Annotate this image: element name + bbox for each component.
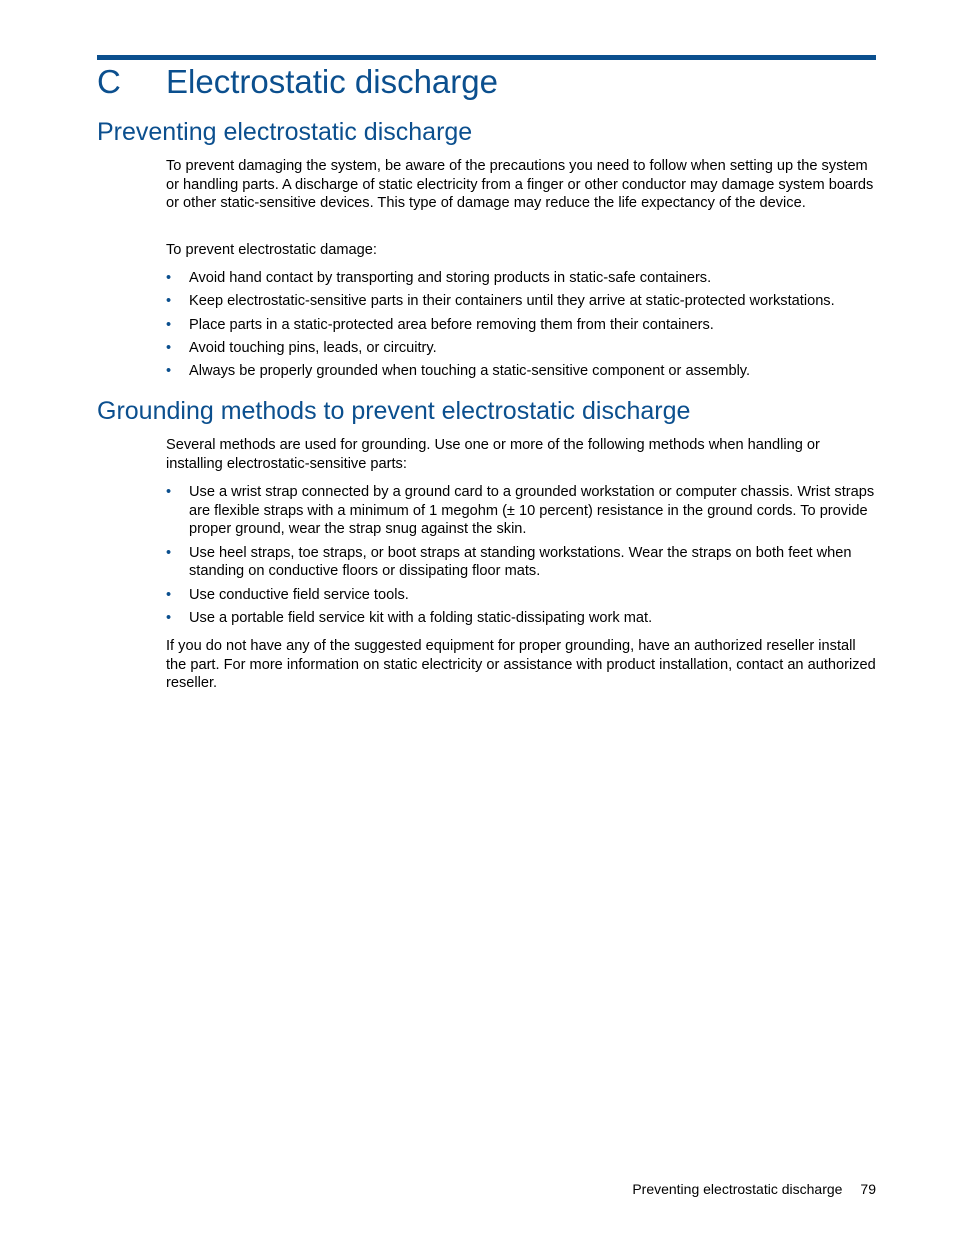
list-item-text: Use a wrist strap connected by a ground card to a grounded workstation or computer chassis. Wrist straps are flexible straps with a minimum of 1 megohm (± 10 percent) resistance in the ground cords. To provide proper ground, wear the strap snug against the skin. (189, 484, 875, 538)
paragraph: If you do not have any of the suggested equipment for proper grounding, have an authorized reseller install the part. For more information on static electricity or assistance with product installation, contact an authorized reseller. (166, 638, 876, 692)
bullet-icon: • (166, 270, 172, 286)
list-item (166, 609, 876, 628)
bullet-icon: • (166, 339, 172, 356)
bullet-icon: • (166, 544, 172, 561)
section2-para2 (166, 637, 876, 693)
bullet-icon: • (166, 484, 172, 500)
bullet-icon: • (166, 586, 172, 603)
bullet-icon: • (166, 363, 172, 380)
list-item-text: Avoid hand contact by transporting and storing products in static-safe containers. (189, 270, 712, 286)
paragraph: To prevent electrostatic damage: (166, 242, 377, 258)
list-item (166, 316, 876, 335)
list-item-text: Always be properly grounded when touching a static-sensitive component or assembly. (189, 363, 751, 380)
page-footer (560, 1180, 876, 1198)
bullet-icon: • (166, 610, 172, 626)
bullet-icon: • (166, 293, 172, 310)
section1-para1 (166, 157, 876, 213)
list-item-text: Use a portable field service kit with a folding static-dissipating work mat. (189, 610, 653, 626)
list-item-text: Use heel straps, toe straps, or boot straps at standing workstations. Wear the straps on both feet when standing on conductive floors or dissipating floor mats. (189, 544, 852, 580)
list-item (166, 292, 876, 311)
section1-bullet-list (166, 269, 876, 385)
section-heading-grounding: Grounding methods to prevent electrostatic discharge (97, 397, 691, 425)
paragraph: To prevent damaging the system, be aware of the precautions you need to follow when setting up the system or handling parts. A discharge of static electricity from a finger or other conductor may damage system boards or other static-sensitive devices. This type of damage may reduce the life expectancy of the device. (166, 158, 874, 212)
list-item (166, 339, 876, 358)
list-item-text: Keep electrostatic-sensitive parts in their containers until they arrive at static-protected workstations. (189, 293, 835, 310)
list-item-text: Place parts in a static-protected area before removing them from their containers. (189, 316, 714, 333)
list-item-text: Use conductive field service tools. (189, 586, 409, 603)
list-item (166, 586, 876, 605)
section-heading-preventing: Preventing electrostatic discharge (97, 118, 473, 146)
chapter-title: Electrostatic discharge (166, 63, 498, 100)
list-item (166, 483, 876, 539)
bullet-icon: • (166, 316, 172, 333)
footer-section-title: Preventing electrostatic discharge (632, 1181, 843, 1197)
chapter-letter: C (97, 63, 121, 100)
page-number: 79 (860, 1181, 876, 1197)
section2-bullet-list (166, 483, 876, 632)
section1-para2 (166, 241, 876, 260)
section2-para1 (166, 436, 876, 473)
list-item-text: Avoid touching pins, leads, or circuitry. (189, 339, 437, 356)
list-item (166, 362, 876, 381)
list-item (166, 269, 876, 288)
list-item (166, 544, 876, 581)
paragraph: Several methods are used for grounding. Use one or more of the following methods when handling or installing electrostatic-sensitive parts: (166, 437, 820, 472)
